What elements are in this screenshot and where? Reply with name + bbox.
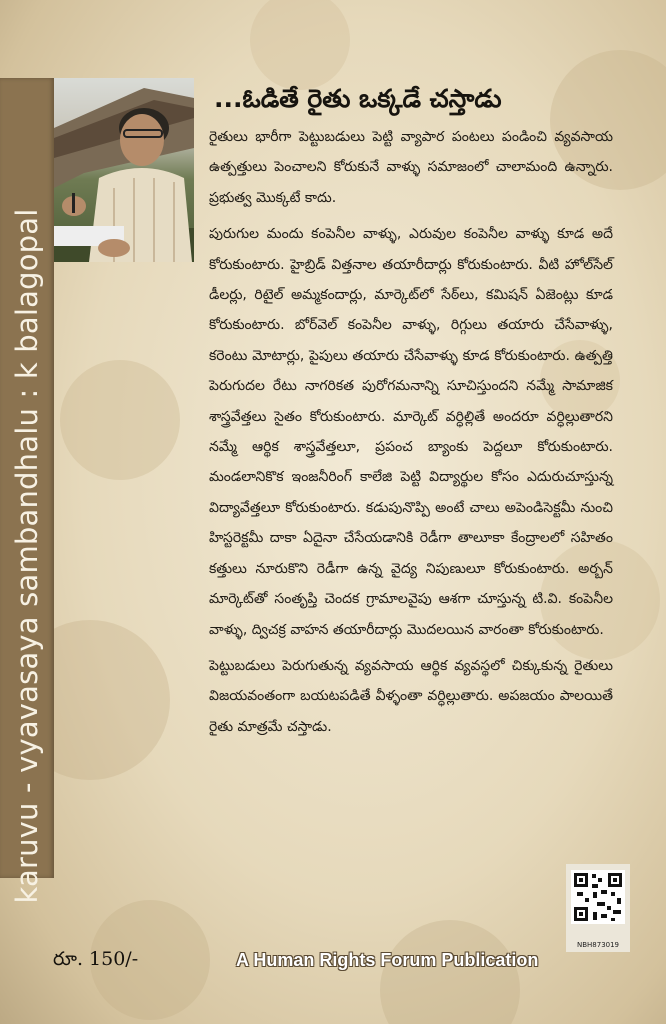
paragraph: రైతులు భారీగా పెట్టుబడులు పెట్టి వ్యాపార పంటలు పండించి వ్యవసాయ ఉత్పత్తులు పెంచాలని కోరుకునే వాళ్ళు సమాజంలో చాలామంది ఉన్నారు. ప్రభుత్వ మొక్కటే కాదు.	[209, 129, 613, 206]
blurb-text	[209, 122, 613, 748]
price: రూ. 150/-	[53, 948, 139, 970]
qr-code-icon	[571, 870, 625, 924]
spine-band	[0, 78, 54, 904]
author-photo	[54, 78, 194, 262]
qr-code-label: NBH873019	[576, 941, 620, 949]
publisher-line: A Human Rights Forum Publication	[236, 950, 539, 970]
paragraph: పెట్టుబడులు పెరుగుతున్న వ్యవసాయ ఆర్థిక వ్యవస్థలో చిక్కుకున్న రైతులు విజయవంతంగా బయటపడితే వీళ్ళంతా వర్ధిల్లుతారు. అపజయం పాలయితే రైతు మాత్రమే చస్తాడు.	[209, 657, 613, 735]
paragraph: పురుగుల మందు కంపెనీల వాళ్ళు, ఎరువుల కంపెనీల వాళ్ళు కూడ అదే కోరుకుంటారు. హైబ్రిడ్ విత్తనాల తయారీదార్లు కోరుకుంటారు. వీటి హోల్‌సేల్ డీలర్లు, రిటైల్ అమ్మకందార్లు, మార్కెట్‌లో సేఠ్‌లు, కమిషన్ ఏజెంట్లు కూడ కోరుకుంటారు. బోర్‌వెల్ కంపెనీల వాళ్ళు, రిగ్గులు తయారు చేసేవాళ్ళు, కరెంటు మోటార్లు, పైపులు తయారు చేసేవాళ్ళు కూడ కోరుకుంటారు. ఉత్పత్తి పెరుగుదల రేటు నాగరికత పురోగమనాన్ని సూచిస్తుందని నమ్మే సామాజిక శాస్త్రవేత్తలు సైతం కోరుకుంటారు. మార్కెట్ వర్ధిల్లితే అందరూ వర్ధిల్లుతారని నమ్మే ఆర్థిక శాస్త్రవేత్తలూ, ప్రపంచ బ్యాంకు పెద్దలూ కోరుకుంటారు. మండలానికొక ఇంజనీరింగ్ కాలేజి పెట్టి విద్యార్థుల కోసం ఎదురుచూస్తున్న విద్యావేత్తలూ కోరుకుంటారు. కడుపునొప్పి అంటే చాలు అపెండిసెక్టమీ నుంచి హిస్టరెక్టమీ దాకా ఏదైనా చేసేయడానికి రెడీగా తాలూకా కేంద్రాలలో సహితం కత్తులు నూరుకొని రెడీగా ఉన్న వైద్య నిపుణులూ కోరుకుంటారు. అర్బన్ మార్కెట్‌తో సంతృప్తి చెందక గ్రామాలవైపు ఆశగా చూస్తున్న టి.వి. కంపెనీల వాళ్ళు, ద్విచక్ర వాహన తయారీదార్లు మొదలయిన వారంతా కోరుకుంటారు.	[209, 226, 613, 638]
qr-code-sticker	[566, 864, 630, 952]
spine-title: karuvu - vyavasaya sambandhalu : k balagopal	[10, 208, 44, 904]
section-heading: ...ఓడితే రైతు ఒక్కడే చస్తాడు	[214, 84, 502, 113]
